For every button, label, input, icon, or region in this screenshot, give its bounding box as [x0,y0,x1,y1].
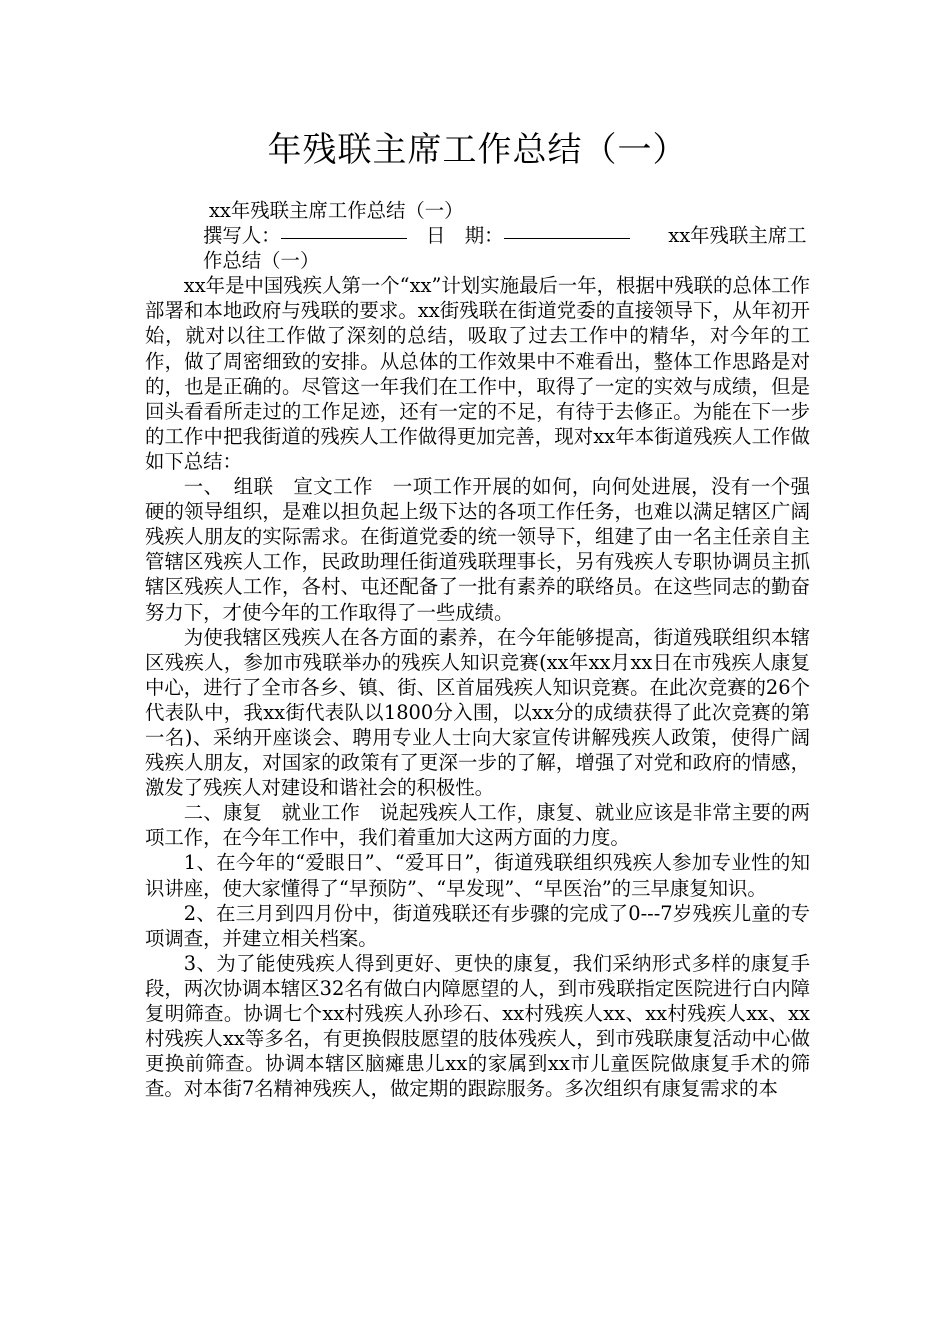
paragraph-section-2: 二、康复 就业工作 说起残疾人工作，康复、就业应该是非常主要的两项工作，在今年工作中，我们着重加大这两方面的力度。 [145,801,810,850]
document-title: 年残联主席工作总结（一） [267,130,688,170]
author-blank [281,237,407,239]
date-blank [504,237,630,239]
author-label: 撰写人： [203,224,281,248]
paragraph-item-1: 1、在今年的“爱眼日”、“爱耳日”，街道残联组织残疾人参加专业性的知识讲座，使大家懂得了“早预防”、“早发现”、“早医治”的三早康复知识。 [145,851,810,900]
document-body [145,198,810,1101]
paragraph-section-1: 一、 组联 宣文工作 一项工作开展的如何，向何处进展，没有一个强硬的领导组织，是难以担负起上级下达的各项工作任务，也难以满足辖区广阔残疾人朋友的实际需求。在街道党委的统一领导下，组建了由一名主任亲自主管辖区残疾人工作，民政助理任街道残联理事长，另有残疾人专职协调员主抓辖区残疾人工作，各村、屯还配备了一批有素养的联络员。在这些同志的勤奋努力下，才使今年的工作取得了一些成绩。 [145,475,810,624]
paragraph-competition: 为使我辖区残疾人在各方面的素养，在今年能够提高，街道残联组织本辖区残疾人，参加市残联举办的残疾人知识竞赛(xx年xx月xx日在市残疾人康复中心，进行了全市各乡、镇、街、区首届残疾人知识竞赛。在此次竞赛的26个代表队中，我xx街代表队以1800分入围，以xx分的成绩获得了此次竞赛的第一名)、采纳开座谈会、聘用专业人士向大家宣传讲解残疾人政策，使得广阔残疾人朋友，对国家的政策有了更深一步的了解，增强了对党和政府的情感，激发了残疾人对建设和谐社会的积极性。 [145,625,810,800]
document-meta-line [145,223,810,273]
trailing-title: xx年残联主席工作总结（一） [203,224,807,273]
paragraph-item-2: 2、在三月到四月份中，街道残联还有步骤的完成了0---7岁残疾儿童的专项调查，并建立相关档案。 [145,901,810,950]
document-subtitle: xx年残联主席工作总结（一） [209,199,464,222]
paragraph-item-3: 3、为了能使残疾人得到更好、更快的康复，我们采纳形式多样的康复手段，两次协调本辖区32名有做白内障愿望的人，到市残联指定医院进行白内障复明筛查。协调七个xx村残疾人孙珍石、xx村残疾人xx、xx村残疾人xx、xx村残疾人xx等多名，有更换假肢愿望的肢体残疾人，到市残联康复活动中心做更换前筛查。协调本辖区脑瘫患儿xx的家属到xx市儿童医院做康复手术的筛查。对本街7名精神残疾人，做定期的跟踪服务。多次组织有康复需求的本 [145,951,810,1101]
paragraph-intro: xx年是中国残疾人第一个“xx”计划实施最后一年，根据中残联的总体工作部署和本地政府与残联的要求。xx街残联在街道党委的直接领导下，从年初开始，就对以往工作做了深刻的总结，吸取了过去工作中的精华，对今年的工作，做了周密细致的安排。从总体的工作效果中不难看出，整体工作思路是对的，也是正确的。尽管这一年我们在工作中，取得了一定的实效与成绩，但是回头看看所走过的工作足迹，还有一定的不足，有待于去修正。为能在下一步的工作中把我街道的残疾人工作做得更加完善，现对xx年本街道残疾人工作做如下总结： [145,274,810,473]
date-label: 日 期： [425,224,504,248]
